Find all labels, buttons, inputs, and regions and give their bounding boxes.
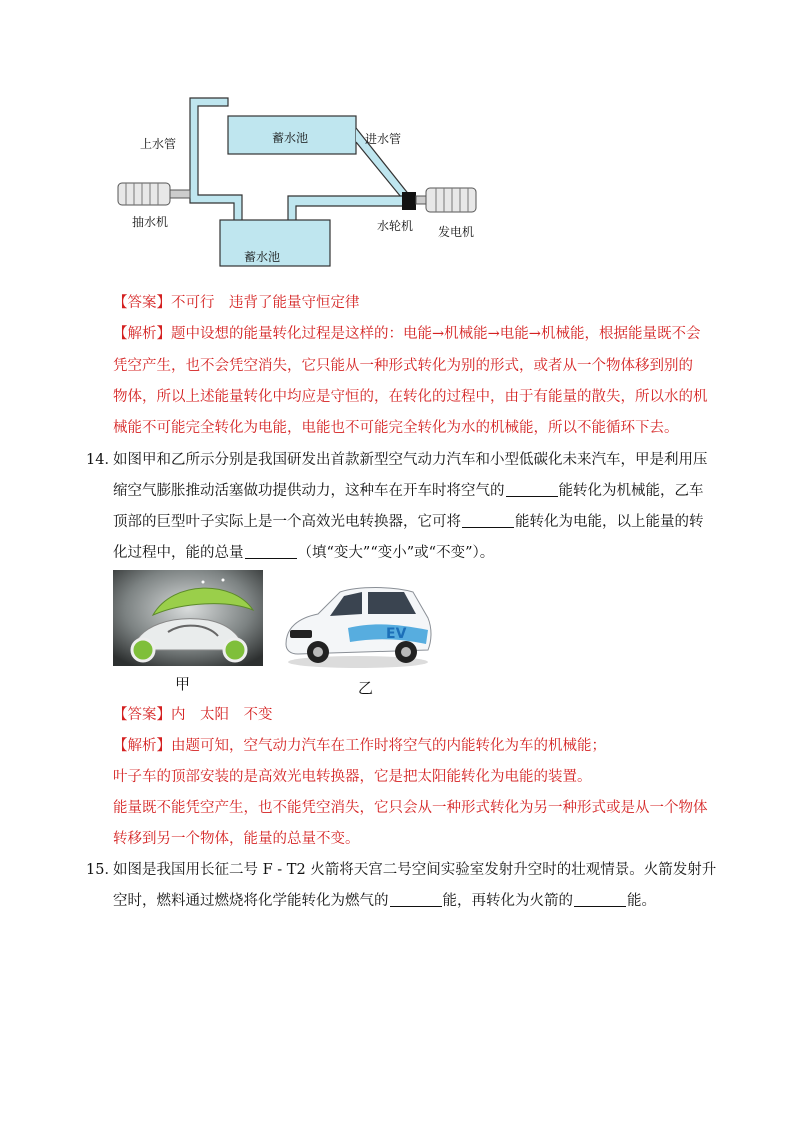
q13-answer-text: 不可行 违背了能量守恒定律 (171, 295, 360, 311)
q13-analysis-line-3: 物体，所以上述能量转化中均应是守恒的，在转化的过程中，由于有能量的散失，所以水的机 (113, 389, 708, 405)
water-cycle-diagram (110, 88, 490, 273)
q14-answer (113, 705, 273, 725)
pump-icon (118, 183, 190, 205)
label-lower-reservoir: 蓄水池 (244, 250, 281, 264)
q14-line-1: 如图甲和乙所示分别是我国研发出首款新型空气动力汽车和小型低碳化未来汽车，甲是利用压 (113, 452, 708, 468)
label-turbine: 水轮机 (377, 219, 414, 233)
q13-analysis-line-4: 械能不可能完全转化为电能，电能也不可能完全转化为水的机械能，所以不能循环下去。 (113, 420, 679, 436)
blank-3 (245, 544, 297, 559)
answer-tag: 【答案】 (113, 295, 171, 311)
q14-line-4: 化过程中，能的总量 （填“变大”“变小”或“不变”）。 (113, 545, 495, 561)
q14-line-2: 缩空气膨胀推动活塞做功提供动力，这种车在开车时将空气的 能转化为机械能，乙车 (113, 483, 704, 499)
label-inlet-pipe: 进水管 (365, 132, 402, 146)
blank-1 (506, 482, 558, 497)
generator-icon (416, 188, 476, 212)
q13-answer (113, 293, 360, 313)
q14-analysis-line-3: 能量既不能凭空产生，也不能凭空消失，它只会从一种形式转化为另一种形式或是从一个物体 (113, 800, 708, 816)
ev-badge: EV (386, 626, 407, 642)
label-pump: 抽水机 (132, 215, 169, 229)
q14-analysis-line-1: 【解析】由题可知，空气动力汽车在工作时将空气的内能转化为车的机械能； (113, 738, 606, 754)
leaf-car-photo (113, 570, 263, 666)
blank-5 (574, 892, 626, 907)
caption-yi: 乙 (358, 679, 374, 697)
q14-analysis-line-4: 转移到另一个物体，能量的总量不变。 (113, 831, 360, 847)
answer-tag: 【答案】 (113, 707, 171, 723)
q15-number: 15． (86, 862, 119, 878)
q13-analysis-line-2: 凭空产生，也不会凭空消失，它只能从一种形式转化为别的形式，或者从一个物体移到别的 (113, 358, 693, 374)
q15-line-2: 空时，燃料通过燃烧将化学能转化为燃气的 能，再转化为火箭的 能。 (113, 893, 656, 909)
analysis-tag: 【解析】 (113, 738, 171, 754)
label-upper-reservoir: 蓄水池 (272, 131, 309, 145)
blank-2 (462, 513, 514, 528)
label-up-pipe: 上水管 (140, 137, 177, 151)
q13-analysis-line-1: 【解析】题中设想的能量转化过程是这样的：电能→机械能→电能→机械能，根据能量既不会 (113, 326, 701, 342)
q14-line-3: 顶部的巨型叶子实际上是一个高效光电转换器，它可将 能转化为电能，以上能量的转 (113, 514, 704, 530)
caption-jia: 甲 (175, 675, 191, 693)
q14-number: 14． (86, 452, 119, 468)
q14-answer-text: 内 太阳 不变 (171, 707, 273, 723)
q14-analysis-line-2: 叶子车的顶部安装的是高效光电转换器，它是把太阳能转化为电能的装置。 (113, 769, 592, 785)
ev-car-photo (278, 578, 434, 670)
label-generator: 发电机 (438, 225, 475, 239)
blank-4 (390, 892, 442, 907)
turbine-block (402, 192, 416, 210)
analysis-tag: 【解析】 (113, 326, 171, 342)
q15-line-1: 如图是我国用长征二号 F - T2 火箭将天宫二号空间实验室发射升空时的壮观情景。火箭发射升 (113, 862, 717, 878)
